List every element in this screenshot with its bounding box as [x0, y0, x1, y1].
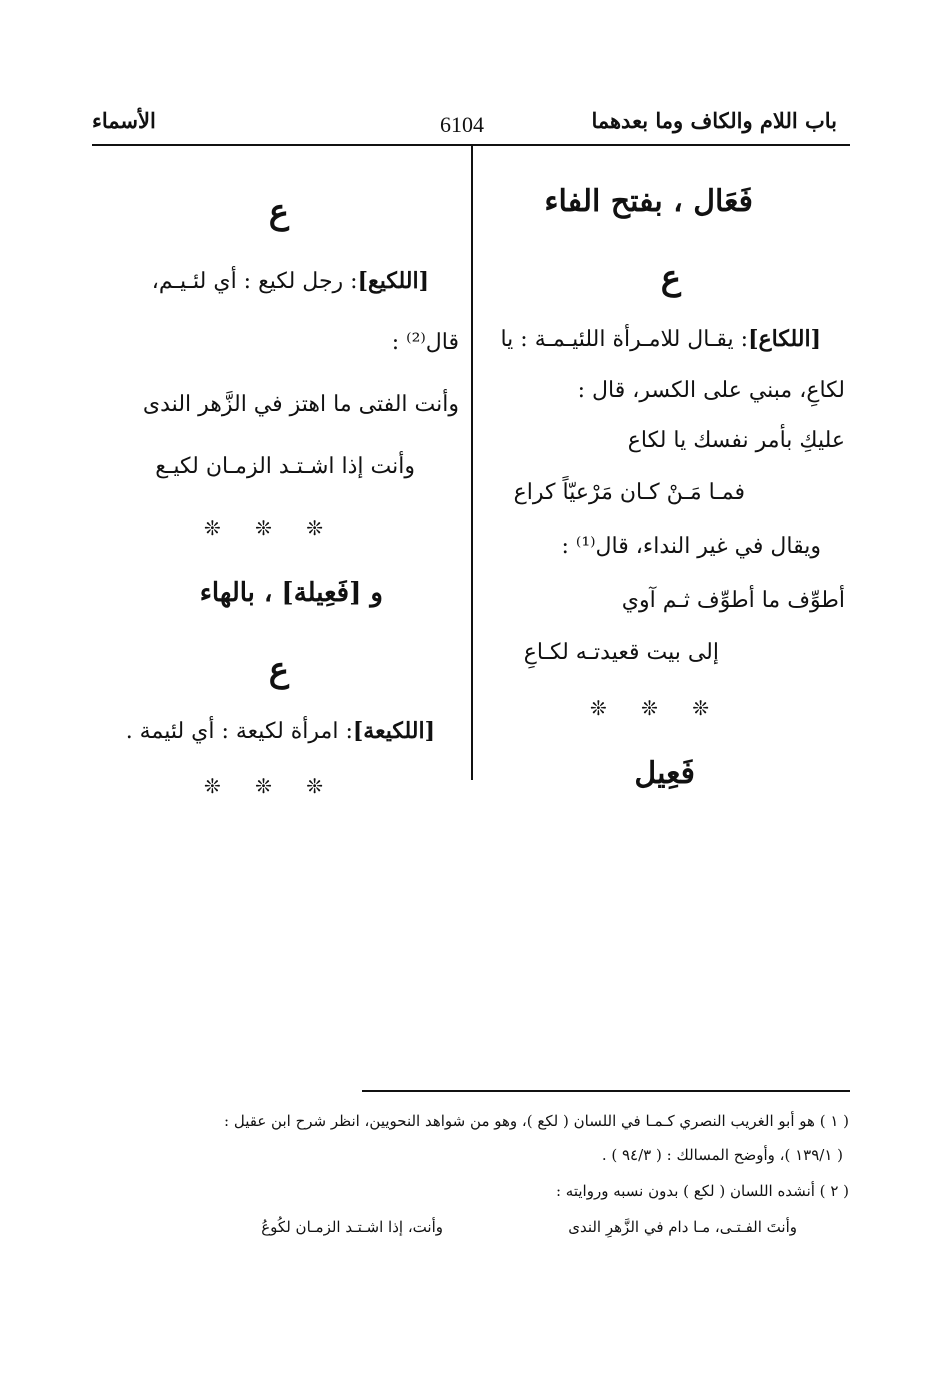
- ain-letter-right: ع: [660, 258, 681, 298]
- ain-letter-left-1: ع: [268, 192, 289, 232]
- left-line-3: وأنت الفتى ما اهتز في الزَّهر الندى: [142, 392, 459, 417]
- entry-lukaa: [500, 326, 821, 352]
- entry-lakeea-key: [اللكيعة]: [352, 718, 435, 744]
- column-divider: [471, 146, 473, 780]
- left-stars-separator-2: ❊ ❊ ❊: [204, 774, 337, 798]
- entry-lakee-key: [اللكيع]: [357, 268, 429, 294]
- ain-letter-left-2: ع: [268, 650, 289, 690]
- section-title: الأسماء: [92, 108, 156, 133]
- footnote-1-line-2: ( ١٣٩/١ )، وأوضح المسالك : ( ٩٤/٣ ) .: [601, 1146, 843, 1164]
- right-line-5: ويقال في غير النداء، قال⁽¹⁾ :: [561, 534, 821, 559]
- left-heading-2: و [فَعِيلة] ، بالهاء: [199, 578, 383, 608]
- left-stars-separator-1: ❊ ❊ ❊: [204, 516, 337, 540]
- right-line-4: فمـا مَـنْ كـان مَرْعيّاً كراع: [513, 480, 745, 505]
- entry-lukaa-text: : يقـال للامـرأة اللئيـمـة : يا: [500, 327, 749, 352]
- right-line-3: عليكِ بأمر نفسك يا لكاع: [627, 428, 845, 453]
- right-line-7: إلى بيت قعيدتـه لكـاعِ: [523, 640, 719, 665]
- entry-lakeea-text: : امرأة لكيعة : أي لئيمة .: [125, 719, 353, 744]
- left-line-4: وأنت إذا اشـتـد الزمـان لكيـع: [155, 454, 415, 479]
- footnote-1-line-1: ( ١ ) هو أبو الغريب النصري كـمـا في اللسان ( لكع )، وهو من شواهد النحويين، انظر شرح ابن عقيل :: [224, 1112, 849, 1130]
- entry-lakee: [152, 268, 429, 294]
- chapter-title: باب اللام والكاف وما بعدهما: [591, 108, 837, 133]
- entry-lakeea: [126, 718, 435, 744]
- right-line-2: لكاعِ، مبني على الكسر، قال :: [577, 378, 845, 403]
- footnote-2-verse-a: وأنتَ الفـتـى، مـا دام في الزَّهرِ الندى: [568, 1218, 797, 1236]
- footnote-2-line-1: ( ٢ ) أنشده اللسان ( لكع ) بدون نسبه وروايته :: [555, 1182, 849, 1200]
- right-line-6: أطوِّف ما أطوِّف ثـم آوي: [621, 588, 845, 613]
- footnote-rule: [362, 1090, 850, 1092]
- right-heading: فَعَال ، بفتح الفاء: [544, 184, 753, 219]
- right-stars-separator: ❊ ❊ ❊: [590, 696, 723, 720]
- entry-lakee-text: : رجل لكيع : أي لئـيـم،: [151, 269, 358, 294]
- left-line-2: قال⁽²⁾ :: [391, 330, 459, 355]
- footnote-2-verse-b: وأنت، إذا اشـتـد الزمـان لكُوعُ: [261, 1218, 443, 1236]
- page-number: 6104: [440, 112, 484, 137]
- right-next-heading: فَعِيل: [634, 756, 695, 791]
- entry-lukaa-key: [اللكاع]: [748, 326, 821, 352]
